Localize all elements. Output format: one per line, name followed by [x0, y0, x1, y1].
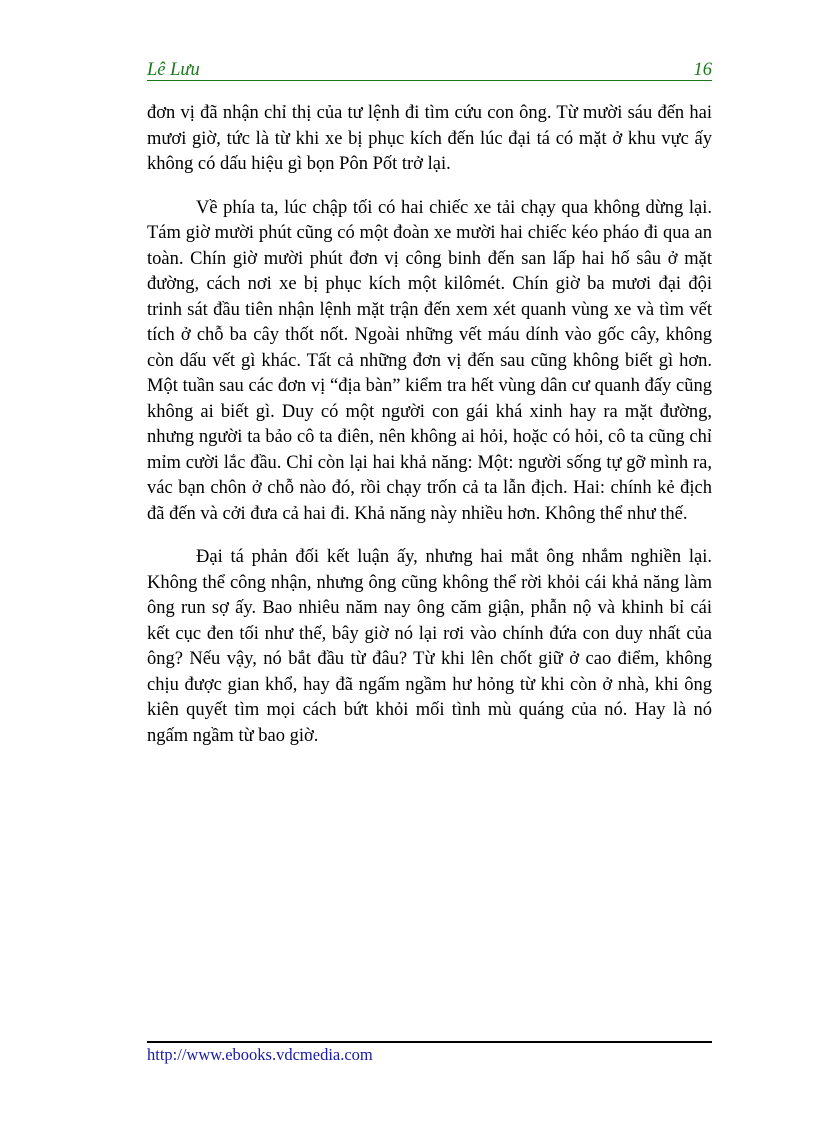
body-text	[147, 101, 712, 767]
paragraph-2: Về phía ta, lúc chập tối có hai chiếc xe tải chạy qua không dừng lại. Tám giờ mười phút cũng có một đoàn xe mười hai chiếc kéo pháo đi qua an toàn. Chín giờ mười phút đơn vị công binh đến san lấp hai hố sâu ở mặt đường, cách nơi xe bị phục kích một kilômét. Chín giờ ba mươi đại đội trinh sát đầu tiên nhận lệnh mặt trận đến xem xét quanh vùng xe và tìm vết tích ở chỗ ba cây thốt nốt. Ngoài những vết máu dính vào gốc cây, không còn dấu vết gì khác. Tất cả những đơn vị đến sau cũng không biết gì hơn. Một tuần sau các đơn vị “địa bàn” kiểm tra hết vùng dân cư quanh đấy cũng không ai biết gì. Duy có một người con gái khá xinh hay ra mặt đường, nhưng người ta bảo cô ta điên, nên không ai hỏi, hoặc có hỏi, cô ta cũng chỉ mỉm cười lắc đầu. Chỉ còn lại hai khả năng: Một: người sống tự gỡ mình ra, vác bạn chôn ở chỗ nào đó, rồi chạy trốn cả ta lẫn địch. Hai: chính kẻ địch đã đến và cởi đưa cả hai đi. Khả năng này nhiều hơn. Không thể như thế.	[147, 197, 712, 524]
page-number: 16	[693, 60, 712, 80]
paragraph-1: đơn vị đã nhận chỉ thị của tư lệnh đi tìm cứu con ông. Từ mười sáu đến hai mươi giờ, tức là từ khi xe bị phục kích đến lúc đại tá có mặt ở khu vực ấy không có dấu hiệu gì bọn Pôn Pốt trở lại.	[147, 103, 712, 174]
author-name: Lê Lưu	[147, 60, 200, 80]
page-header	[147, 60, 712, 81]
footer-divider	[147, 1041, 712, 1043]
paragraph-3: Đại tá phản đối kết luận ấy, nhưng hai mắt ông nhắm nghiền lại. Không thể công nhận, nhưng ông cũng không thể rời khỏi cái khả năng làm ông run sợ ấy. Bao nhiêu năm nay ông căm giận, phẫn nộ và khinh bỉ cái kết cục đen tối như thế, bây giờ nó lại rơi vào chính đứa con duy nhất của ông? Nếu vậy, nó bắt đầu từ đâu? Từ khi lên chốt giữ ở cao điểm, không chịu được gian khổ, hay đã ngấm ngầm hư hỏng từ khi còn ở nhà, khi ông kiên quyết tìm mọi cách bứt khỏi mối tình mù quáng của nó. Hay là nó ngấm ngầm từ bao giờ.	[147, 547, 712, 746]
footer-url-link[interactable]: http://www.ebooks.vdcmedia.com	[147, 1045, 373, 1064]
